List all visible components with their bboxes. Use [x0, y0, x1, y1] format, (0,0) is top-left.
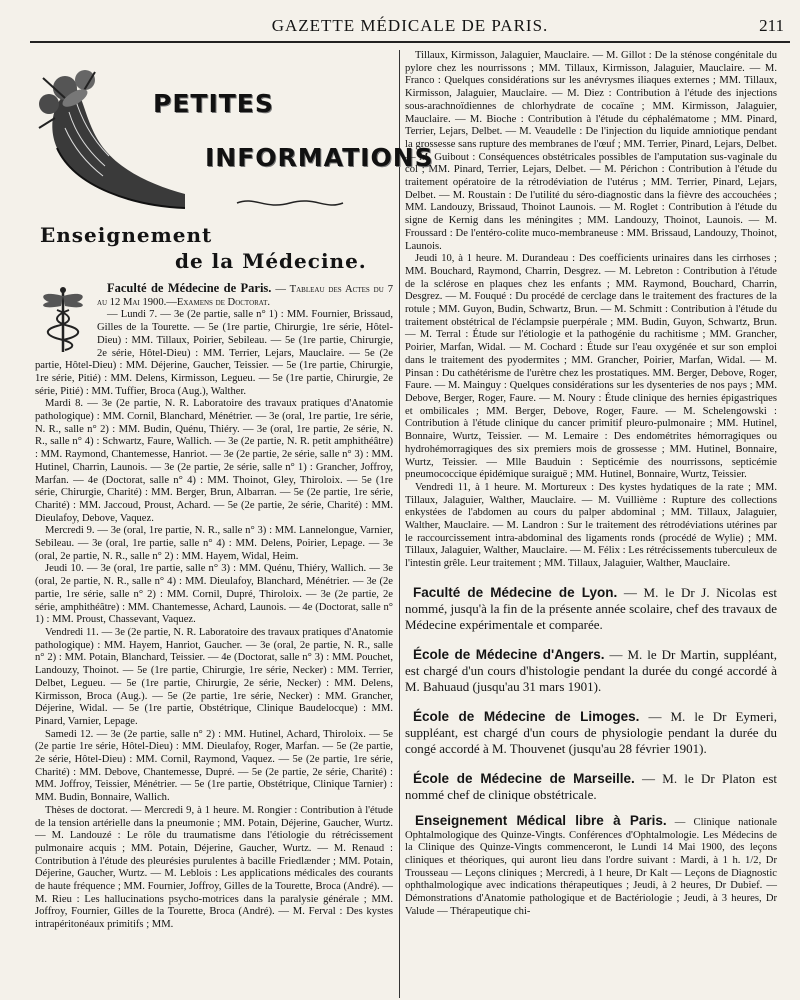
exam-day-paragraph: Vendredi 11. — 3e (2e partie, N. R. Laboratoire des travaux pratiques d'Anatomie pathologique) : MM. Hayem, Hanriot, Gaucher. — 3e (oral, 2e partie, N. R., salle n° 2) : MM. Potain, Blanchard, Teissier. — 4e (Doctorat, salle n° 3) : MM. Pouchet, Landouzy, Thoinot. — 5e (1re partie, Chirurgie, 1re série, Necker) : MM. Terrier, Delbet, Legueu. — 5e (1re partie, Chirurgie, 2e série, Necker) : MM. Delens, Kirmisson, Broca (Aug.). — 5e (2e partie, 1re série, Necker) : MM. Grancher, Déjerine, Widal. — 5e (1re partie, Obstétrique, Clinique Baudelocque) : MM. Pinard, Varnier, Lepage. [35, 626, 393, 727]
faculty-paris-subtitle: — Tableau des Actes du 7 au 12 Mai 1900.—Examens de Doctorat. [97, 284, 393, 308]
exam-day-paragraph: Mardi 8. — 3e (2e partie, N. R. Laboratoire des travaux pratiques d'Anatomie pathologique) : MM. Cornil, Blanchard, Ménétrier. — 3e (oral, 1re partie, 1re série, N. R., salle n° 2) : MM. Budin, Quénu, Thiéry. — 3e (oral, 1re partie, 2e série, N. R., salle n° 4) : Schwartz, Faure, Wallich. — 3e (2e partie, N. R. petit amphithéâtre) : MM. Raymond, Chantemesse, Hanriot. — 3e (2e partie, 2e série, salle n° 3) : MM. Hutinel, Charrin, Launois. — 3e (2e partie, 2e série, salle n° 1) : Grancher, Joffroy, Marfan. — 4e (Doctorat, salle n° 4) : MM. Thoinot, Gley, Thiroloix. — 5e (1re série, Chirurgie, Charité) : MM. Berger, Brun, Albarran. — 5e (2e partie, 1re série, Charité) : MM. Jaccoud, Proust, Achard. — 5e (2e partie, 2e série, Charité) : MM. Dieulafoy, Debove, Vaquez. [35, 398, 393, 524]
notice-text: — M. le Dr J. Nicolas est nommé, jusqu'à la fin de la présente année scolaire, chef des travaux de Médecine expérimentale et comparée. [405, 584, 777, 632]
exam-day-paragraph: Samedi 12. — 3e (2e partie, salle n° 2) : MM. Hutinel, Achard, Thiroloix. — 5e (2e partie 1re série, Hôtel-Dieu) : MM. Dieulafoy, Roger, Marfan. — 5e (2e partie, 2e série, Hôtel-Dieu) : MM. Cornil, Raymond, Vaquez. — 5e (2e partie, 1re série, Charité) : MM. Debove, Chantemesse, Dupré. — 5e (2e partie, 2e série, Charité) : MM. Joffroy, Teissier, Ménétrier. — 5e (1re partie, Obstétrique, Clinique Tarnier) : MM. Budin, Bonnaire, Wallich. [35, 728, 393, 804]
left-column [35, 50, 434, 998]
theses-paragraph: Thèses de doctorat. — Mercredi 9, à 1 heure. M. Rongier : Contribution à l'étude de la tension artérielle dans la pneumonie ; MM. Potain, Déjerine, Gaucher, Wurtz. — M. Landouzé : Le rôle du traumatisme dans l'étiologie du rétrécissement pulmonaire acquis ; MM. Potain, Déjerine, Gaucher, Wurtz. — M. Renaud : Contribution à l'étude des pleurésies purulentes à bacille Friedlænder ; MM. Potain, Déjerine, Gaucher, Wurtz. — M. Leblois : Les applications médicales des courants de haute fréquence ; MM. Fournier, Joffroy, Gilles de la Tourette, Broca (André). — M. Rieu : Les hallucinations psycho-motrices dans la paralysie générale ; MM. Joffroy, Fournier, Gilles de la Tourette, Broca (André). — M. Ferval : Des kystes intrapéritonéaux primitifs ; MM. [35, 804, 393, 931]
banner-title-line1: PETITES [153, 89, 274, 118]
notice-text: — M. le Dr Eymeri, suppléant, est chargé d'un cours de physiologie pendant la durée du congé accordé à M. Thouvenet (jusqu'au 28 février 1901). [405, 708, 778, 756]
column-divider [399, 50, 400, 998]
notice-angers [405, 647, 777, 695]
notice-text: — M. le Dr Platon est nommé chef de clinique obstétricale. [405, 770, 777, 802]
notice-text: — M. le Dr Martin, suppléant, est chargé d'un cours d'histologie pendant la durée du congé accordé à M. Bahuaud (jusqu'au 31 mars 1901). [405, 646, 777, 694]
notice-lyon [405, 585, 777, 633]
free-teaching-title: Enseignement Médical libre à Paris. [415, 812, 667, 828]
header-rule [30, 41, 790, 43]
notice-title: Faculté de Médecine de Lyon. [413, 584, 618, 600]
section-heading-line1: Enseignement [40, 223, 213, 247]
theses-continued-paragraph: Tillaux, Kirmisson, Jalaguier, Mauclaire. — M. Gillot : De la sténose congénitale du pylore chez les nourrissons ; MM. Tillaux, Kirmisson, Jalaguier, Mauclaire. — M. Franco : Quelques considérations sur les anévrysmes iliaques externes ; MM. Tillaux, Kirmisson, Jalaguier, Mauclaire. — M. Diez : Contribution à l'étude des injections sous-arachnoïdiennes de chlorhydrate de cocaïne ; MM. Kirmisson, Jalaguier, Mauclaire. — M. Bioche : Contribution à l'étude du céphalématome ; MM. Pinard, Terrier, Lejars, Delbet. — M. Veaudelle : De l'injection du liquide amniotique pendant la grossesse sans rupture des membranes de l'œuf ; MM. Terrier, Pinard, Lejars, Delbet. — M. Guibout : Conséquences obstétricales possibles de l'amputation sus-vaginale du col ; MM. Pinard, Terrier, Lejars, Delbet. — M. Périchon : Contribution à l'étude du traitement opératoire de la rétrodéviation de l'utérus ; MM. Terrier, Pinard, Lejars, Delbet. — M. Roustain : De l'utilité du séro-diagnostic dans la fièvre des accouchées ; MM. Landouzy, Brissaud, Thoinot Launois. — M. Roglet : Contribution à l'étude du signe de Kernig dans les méningites ; MM. Landouzy, Thoinot, Launois. — M. Froussard : De l'entéro-colite muco-membraneuse : MM. Brissaud, Landouzy, Thoinot, Launois. [405, 50, 777, 252]
banner [35, 50, 434, 222]
right-column [405, 50, 777, 998]
notice-title: École de Médecine de Marseille. [413, 770, 635, 786]
exam-day-paragraph: — Lundi 7. — 3e (2e partie, salle n° 1) : MM. Fournier, Brissaud, Gilles de la Tourette. — 5e (1re partie, Chirurgie, 1re série, Hôtel-Dieu) : MM. Tillaux, Poirier, Sebileau. — 5e (1re partie, Chirurgie, 2e série, Hôtel-Dieu) : MM. Terrier, Lejars, Mauclaire. — 5e (2e partie, Hôtel-Dieu) : MM. Déjerine, Gaucher, Teissier. — 5e (1re partie, Chirurgie, 1re série, Pitié) : MM. Delens, Kirmisson, Legueu. — 5e (1re partie, Chirurgie, 2e série, Pitié) : MM. Tuffier, Broca (Aug.), Walther. [35, 309, 393, 397]
notice-title: École de Médecine de Limoges. [413, 708, 640, 724]
notice-limoges [405, 709, 777, 757]
notice-marseille [405, 771, 777, 803]
notice-title: École de Médecine d'Angers. [413, 646, 605, 662]
caduceus-icon [35, 284, 91, 354]
flourish-ornament [235, 196, 345, 210]
exam-day-paragraph: Mercredi 9. — 3e (oral, 1re partie, N. R., salle n° 3) : MM. Lannelongue, Varnier, Sebileau. — 3e (oral, 1re partie, salle n° 4) : MM. Delens, Poirier, Lepage. — 3e (oral, 2e partie, N. R., salle n° 2) : MM. Hayem, Widal, Heim. [35, 525, 393, 562]
free-teaching-text: — Clinique nationale Ophtalmologique des Quinze-Vingts. Conférences d'Ophtalmologie. Les Médecins de la Clinique des Quinze-Vingts commenceront, le Lundi 14 Mai 1900, des leçons cliniques et théoriques, qui auront lieu dans l'ordre suivant : Mardi, à 1 h. 1/2, Dr Trousseau — Leçons cliniques ; Mercredi, à 1 heure, Dr Kalt — Leçons de Diagnostic ophthalmologique avec indications thérapeutiques ; Jeudi, à 2 heures, Dr Dubief. — Démonstrations d'Anatomie pathologique et de Bactériologie ; Jeudi, à 3 heures, Dr Valude — Thérapeutique chi- [405, 816, 777, 917]
faculty-paris-title: Faculté de Médecine de Paris. [107, 281, 272, 295]
journal-title: GAZETTE MÉDICALE DE PARIS. [271, 16, 549, 35]
banner-title-line2: INFORMATIONS [205, 143, 434, 172]
theses-thursday-paragraph: Jeudi 10, à 1 heure. M. Durandeau : Des coefficients urinaires dans les cirrhoses ; MM. Bouchard, Raymond, Charrin, Desgrez. — M. Lebreton : Contribution à l'étude de la sclérose en plaques chez les enfants ; MM. Raymond, Bouchard, Charrin, Desgrez. — M. Fouqué : Du procédé de cerclage dans le traitement des fractures de la rotule ; MM. Guyon, Budin, Schwartz, Brun. — M. Schmitt : Contribution à l'étude du traitement obstétrical de l'éclampsie puerpérale ; MM. Budin, Guyon, Schwartz, Brun. — M. Terral : Étude sur l'étiologie et la pathogénie du rachitisme ; MM. Grancher, Poirier, Marfan, Widal. — M. Cochard : Étude sur l'eau oxygénée et sur son emploi dans le traitement des pyodermites ; MM. Grancher, Poirier, Marfan, Widal. — M. Pinsan : Du cathétérisme de l'urètre chez les prostatiques. MM. Berger, Debove, Roger, Faure. — M. Mainguy : Quelques considérations sur les dysenteries de nos pays ; MM. Debove, Berger, Roger, Faure. — M. Noury : Étude clinique des hernies épigastriques et ombilicales ; MM. Berger, Debove, Roger, Faure. — M. Schelengowski : Contribution à l'étude clinique du cancer primitif pleuro-pulmonaire ; MM. Hutinel, Bonnaire, Wurtz, Teissier. — M. Lemaire : Des endométrites hémorragiques ou hydrohémorragiques des six premiers mois de grossesse ; MM. Hutinel, Bonnaire, Wurtz, Teissier. — Mlle Bauduin : Septicémie des nourrissons, septicémie pneumococcique épidémique suraiguë ; MM. Hutinel, Bonnaire, Wurtz, Teissier. [405, 253, 777, 481]
section-heading-line2: de la Médecine. [175, 249, 367, 273]
free-teaching-paragraph [405, 812, 777, 919]
theses-friday-paragraph: Vendredi 11, à 1 heure. M. Mortureux : Des kystes hydatiques de la rate ; MM. Tillaux, Jalaguier, Walther, Mauclaire. — M. Vuillième : Rupture des collections enkystées de l'abdomen au cours du palper abdominal ; MM. Tillaux, Jalaguier, Walther, Mauclaire. — M. Landron : Sur le traitement des rétrodéviations utérines par le raccourcissement intra-abdominal des ligaments ronds (procédé de Wylie) ; MM. Tillaux, Jalaguier, Walther, Mauclaire. — M. Félix : Les rétrécissements tuberculeux de l'intestin grêle. Leur traitement ; MM. Tillaux, Jalaguier, Walther, Mauclaire. [405, 481, 777, 570]
page-header [30, 14, 790, 44]
page-number: 211 [759, 16, 784, 35]
exam-day-paragraph: Jeudi 10. — 3e (oral, 1re partie, salle n° 3) : MM. Quénu, Thiéry, Wallich. — 3e (oral, 2e partie, N. R., salle n° 4) : MM. Dieulafoy, Blanchard, Ménétrier. — 3e (2e partie, 1re série, salle n° 2) : MM. Cornil, Dupré, Thiroloix. — 3e (2e partie, 2e série, amphithéâtre) : MM. Chantemesse, Achard, Launois. — 4e (Doctorat, salle n° 1) : MM. Proust, Chassevant, Vaquez. [35, 563, 393, 626]
